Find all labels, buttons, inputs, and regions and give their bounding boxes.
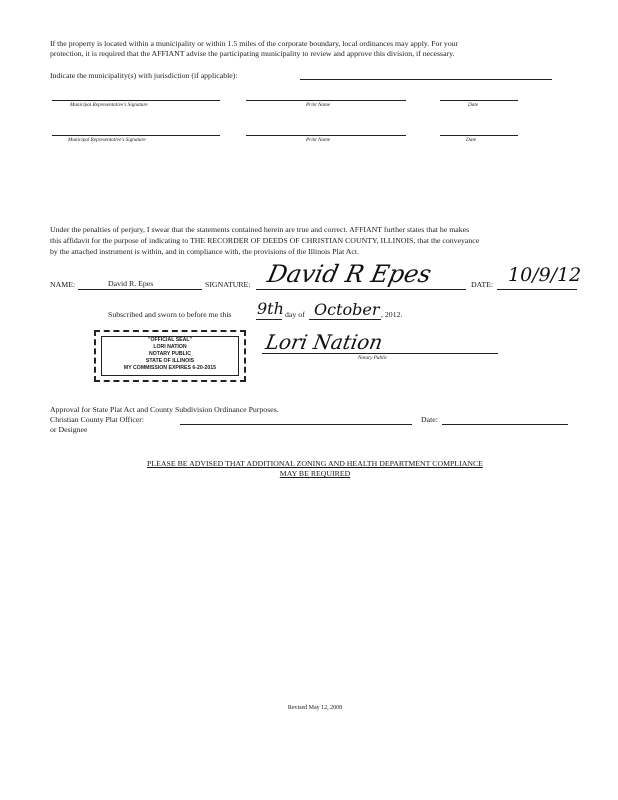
sworn-suffix: , 2012. (381, 310, 403, 319)
sworn-day-value: 9th (257, 299, 284, 318)
notary-signature: Lori Nation (263, 330, 385, 354)
approval-date-line[interactable] (442, 424, 568, 425)
notary-signature-line[interactable] (262, 353, 498, 354)
affiant-signature: David R Epes (265, 260, 434, 288)
seal-line-4: STATE OF ILLINOIS (145, 358, 195, 364)
sworn-mid: day of (285, 310, 305, 319)
affiant-name-value: David R. Epes (108, 279, 154, 288)
rep2-date-line[interactable] (440, 135, 518, 136)
rep2-date-label: Date (466, 137, 477, 143)
sworn-month-value: October (314, 300, 380, 319)
rep1-print-name-label: Print Name (306, 102, 331, 108)
municipality-field-line[interactable] (300, 79, 552, 80)
affiant-date-line[interactable] (497, 289, 577, 290)
revised-date: Revised May 12, 2008 (287, 705, 343, 711)
rep1-signature-label: Municipal Representative's Signature (70, 102, 148, 108)
official-seal-stamp (94, 330, 246, 382)
notice-line-1: PLEASE BE ADVISED THAT ADDITIONAL ZONING AND HEALTH DEPARTMENT COMPLIANCE (147, 459, 483, 468)
perjury-line-3: by the attached instrument is within, and in compliance with, the provisions of the Illinois Plat Act. (50, 247, 360, 256)
affiant-date-value: 10/9/12 (508, 264, 582, 286)
rep2-signature-label: Municipal Representative's Signature (68, 137, 146, 143)
rep1-date-label: Date (468, 102, 479, 108)
notary-label: Notary Public (358, 355, 388, 361)
affiant-name-line[interactable] (78, 289, 202, 290)
approval-designee-label: or Designee (50, 425, 88, 434)
intro-line-1: If the property is located within a municipality or within 1.5 miles of the corporate boundary, local ordinances may apply. For your (50, 39, 459, 48)
seal-line-3: NOTARY PUBLIC (149, 351, 191, 357)
affiant-name-label: NAME: (50, 280, 76, 289)
rep1-signature-line[interactable] (52, 100, 220, 101)
approval-line-1: Approval for State Plat Act and County Subdivision Ordinance Purposes. (50, 405, 279, 414)
affiant-signature-line[interactable] (256, 289, 466, 290)
official-seal-inner (101, 336, 239, 376)
affiant-signature-label: SIGNATURE: (205, 280, 251, 289)
notice-line-2: MAY BE REQUIRED (279, 469, 351, 478)
rep1-print-name-line[interactable] (246, 100, 406, 101)
approval-date-label: Date: (421, 415, 438, 424)
rep2-print-name-label: Print Name (306, 137, 331, 143)
municipality-label: Indicate the municipality(s) with jurisdiction (if applicable): (50, 71, 238, 80)
affiant-date-label: DATE: (471, 280, 494, 289)
sworn-month-line[interactable] (309, 319, 381, 320)
seal-line-1: "OFFICIAL SEAL" (147, 337, 193, 343)
seal-line-5: MY COMMISSION EXPIRES 6-20-2015 (123, 365, 217, 371)
rep2-print-name-line[interactable] (246, 135, 406, 136)
approval-plat-officer-label: Christian County Plat Officer: (50, 415, 145, 424)
perjury-line-2: this affidavit for the purpose of indicating to THE RECORDER OF DEEDS OF CHRISTIAN COUNTY, ILLINOIS, that the conveyance (50, 236, 480, 245)
plat-officer-signature-line[interactable] (180, 424, 412, 425)
rep1-date-line[interactable] (440, 100, 518, 101)
sworn-day-line[interactable] (256, 319, 282, 320)
sworn-prefix: Subscribed and sworn to before me this (108, 310, 232, 319)
intro-line-2: protection, it is required that the AFFIANT advise the participating municipality to review and approve this division, if necessary. (50, 49, 455, 58)
rep2-signature-line[interactable] (52, 135, 220, 136)
perjury-line-1: Under the penalties of perjury, I swear that the statements contained herein are true and correct. AFFIANT further states that he makes (50, 225, 470, 234)
seal-line-2: LORI NATION (153, 344, 187, 350)
